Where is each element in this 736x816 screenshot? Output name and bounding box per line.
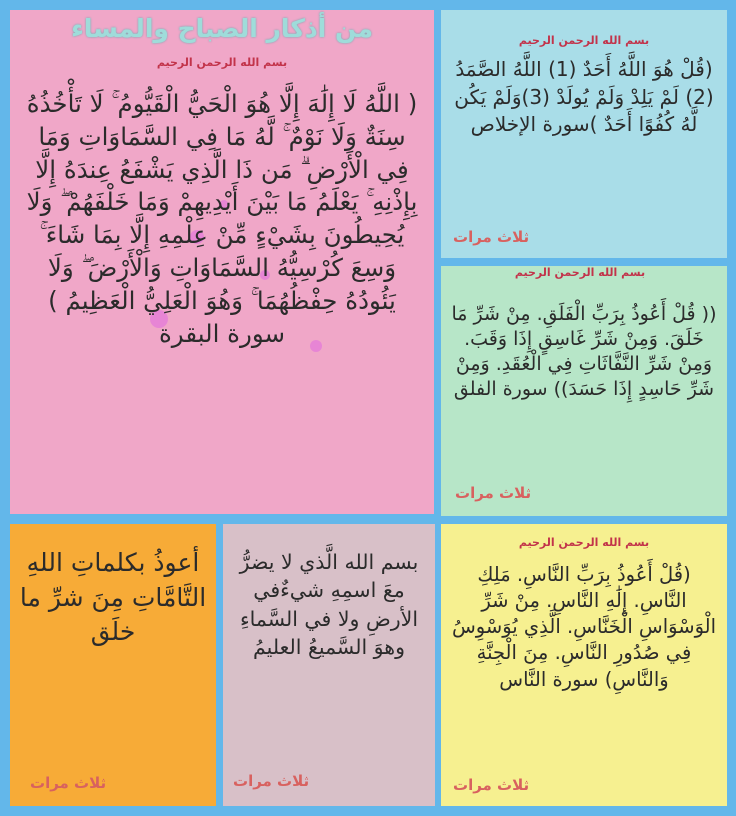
page-title: من أذكار الصباح والمساء: [71, 14, 373, 43]
bismillah-dhikr-text: بسم الله الَّذي لا يضرُّ معَ اسمِهِ شيءٌفي الأرضِ ولا في السَّماءِ وهوَ السَّميعُ العليمُ: [239, 550, 419, 659]
repeat-count: ثلاث مرات: [453, 776, 530, 794]
repeat-count: ثلاث مرات: [30, 774, 107, 792]
basmala: بسم الله الرحمن الرحيم: [518, 34, 650, 47]
surah-nas-text: (قُلْ أَعُوذُ بِرَبِّ النَّاسِ. مَلِكِ النَّاسِ. إِلَٰهِ النَّاسِ. مِنْ شَرِّ الْوَسْوَاسِ الْخَنَّاسِ. الَّذِي يُوَسْوِسُ فِي صُدُورِ النَّاسِ. مِنَ الْجِنَّةِ وَالنَّاسِ) سورة النَّاس: [451, 563, 716, 691]
basmala: بسم الله الرحمن الرحيم: [514, 266, 646, 279]
basmala: بسم الله الرحمن الرحيم: [518, 536, 650, 549]
audhu-dhikr-panel: [10, 524, 216, 806]
surah-nas-panel: [441, 524, 727, 806]
surah-ikhlas-panel: [441, 10, 727, 258]
surah-falaq-panel: [441, 266, 727, 516]
audhu-dhikr-text: أعوذُ بكلماتِ اللهِ التَّامَّاتِ مِنَ شرِّ ما خلَق: [19, 548, 207, 646]
ayat-al-kursi-panel: [10, 10, 434, 514]
repeat-count: ثلاث مرات: [453, 228, 530, 246]
surah-ikhlas-text: (قُلْ هُوَ اللَّهُ أَحَدٌ (1) اللَّهُ الصَّمَدُ (2) لَمْ يَلِدْ وَلَمْ يُولَدْ (3)وَلَمْ يَكُن لَّهُ كُفُوًا أَحَدٌ )سورة الإخلاص: [454, 57, 714, 137]
bismillah-dhikr-panel: [223, 524, 435, 806]
repeat-count: ثلاث مرات: [455, 484, 532, 502]
ayat-al-kursi-text: ( اللَّهُ لَا إِلَٰهَ إِلَّا هُوَ الْحَيُّ الْقَيُّومُ ۚ لَا تَأْخُذُهُ سِنَةٌ وَلَا نَوْمٌ ۚ لَّهُ مَا فِي السَّمَاوَاتِ وَمَا فِي الْأَرْضِ ۗ مَن ذَا الَّذِي يَشْفَعُ عِندَهُ إِلَّا بِإِذْنِهِ ۚ يَعْلَمُ مَا بَيْنَ أَيْدِيهِمْ وَمَا خَلْفَهُمْ ۖ وَلَا يُحِيطُونَ بِشَيْءٍ مِّنْ عِلْمِهِ إِلَّا بِمَا شَاءَ ۚ وَسِعَ كُرْسِيُّهُ السَّمَاوَاتِ وَالْأَرْضَ ۖ وَلَا يَئُودُهُ حِفْظُهُمَا ۚ وَهُوَ الْعَلِيُّ الْعَظِيمُ ) سورة البقرة: [26, 89, 418, 348]
basmala: بسم الله الرحمن الرحيم: [156, 56, 288, 69]
surah-falaq-text: (( قُلْ أَعُوذُ بِرَبِّ الْفَلَقِ. مِنْ شَرِّ مَا خَلَقَ. وَمِنْ شَرِّ غَاسِقٍ إِذَا وَقَبَ. وَمِنْ شَرِّ النَّفَّاثَاتِ فِي الْعُقَدِ. وَمِنْ شَرِّ حَاسِدٍ إِذَا حَسَدَ)) سورة الفلق: [451, 303, 717, 401]
repeat-count: ثلاث مرات: [233, 772, 310, 790]
